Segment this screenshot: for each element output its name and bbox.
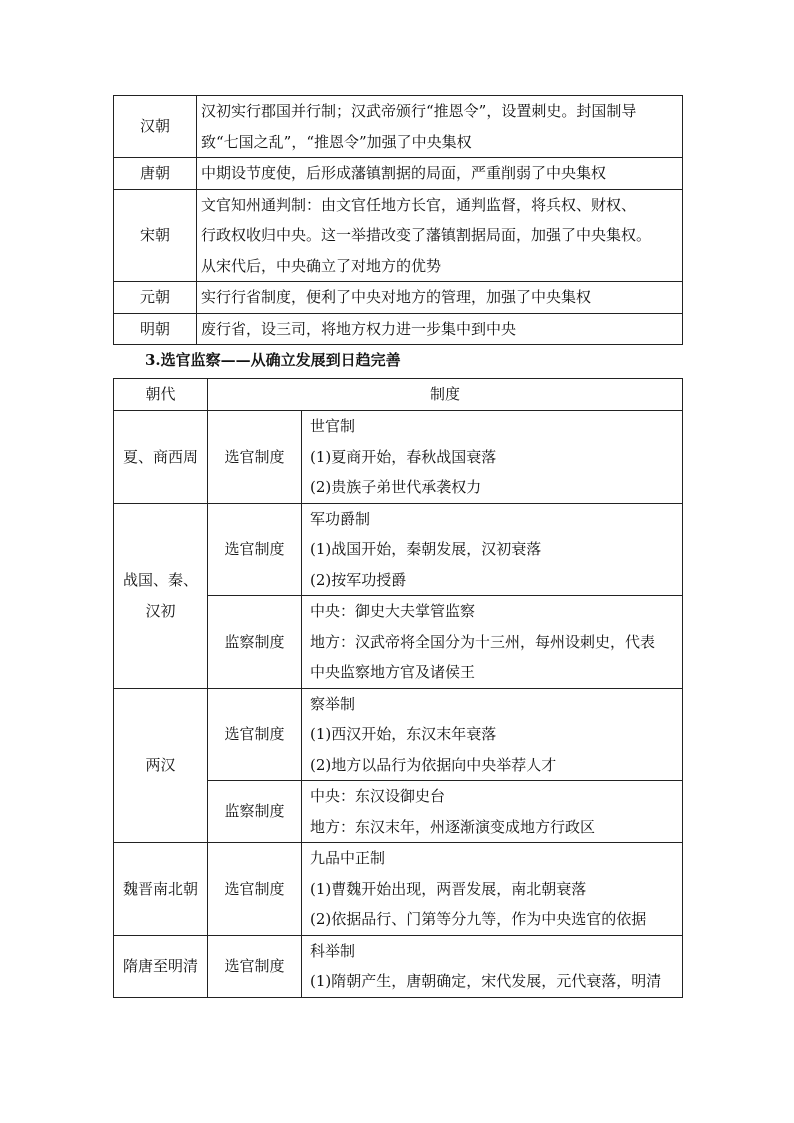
system-type-cell: 选官制度 xyxy=(208,503,302,596)
text-line: 废行省，设三司，将地方权力进一步集中到中央 xyxy=(201,319,517,338)
dynasty-cell: 宋朝 xyxy=(114,189,197,282)
text-line: (1)夏商开始，春秋战国衰落 xyxy=(310,447,497,466)
text-line: 战国、秦、 xyxy=(122,571,198,589)
dynasty-cell: 元朝 xyxy=(114,282,197,314)
dynasty-cell: 唐朝 xyxy=(114,158,197,190)
text-line: 地方：汉武帝将全国分为十三州，每州设刺史，代表 xyxy=(310,632,656,651)
dynasty-cell: 隋唐至明清 xyxy=(114,935,208,997)
table-row xyxy=(114,843,683,936)
table-header-row xyxy=(114,379,683,411)
description-cell xyxy=(197,313,683,345)
description-cell xyxy=(197,96,683,158)
table-row xyxy=(114,189,683,282)
dynasty-cell xyxy=(114,503,208,688)
system-detail-cell xyxy=(302,503,683,596)
dynasty-cell: 明朝 xyxy=(114,313,197,345)
text-line: 从宋代后，中央确立了对地方的优势 xyxy=(201,256,442,275)
system-detail-cell xyxy=(302,411,683,504)
table-row xyxy=(114,313,683,345)
text-line: 中期设节度使，后形成藩镇割据的局面，严重削弱了中央集权 xyxy=(201,164,607,182)
text-line: (2)依据品行、门第等分九等，作为中央选官的依据 xyxy=(310,910,647,928)
text-line: 文官知州通判制：由文官任地方长官，通判监督，将兵权、财权、 xyxy=(201,195,637,214)
text-line: (2)地方以品行为依据向中央举荐人才 xyxy=(310,755,557,774)
description-cell xyxy=(197,282,683,314)
description-cell xyxy=(197,158,683,190)
system-type-cell: 选官制度 xyxy=(208,688,302,781)
table-row xyxy=(114,282,683,314)
local-administration-table xyxy=(113,95,683,345)
table-row xyxy=(114,158,683,190)
table-row xyxy=(114,503,683,596)
dynasty-cell: 汉朝 xyxy=(114,96,197,158)
text-line: 汉初 xyxy=(145,601,176,620)
system-type-cell: 选官制度 xyxy=(208,411,302,504)
text-line: (1)隋朝产生，唐朝确定，宋代发展，元代衰落，明清 xyxy=(310,972,662,990)
system-detail-cell xyxy=(302,843,683,936)
system-detail-cell xyxy=(302,596,683,689)
text-line: (1)西汉开始，东汉末年衰落 xyxy=(310,725,497,743)
description-cell xyxy=(197,189,683,282)
text-line: 致“七国之乱”，“推恩令”加强了中央集权 xyxy=(201,132,472,151)
text-line: 中央：御史大夫掌管监察 xyxy=(310,602,476,620)
dynasty-cell: 两汉 xyxy=(114,688,208,843)
text-line: (1)战国开始，秦朝发展，汉初衰落 xyxy=(310,540,542,558)
text-line: (2)贵族子弟世代承袭权力 xyxy=(310,478,482,496)
system-detail-cell xyxy=(302,781,683,843)
text-line: 九品中正制 xyxy=(310,849,386,867)
system-detail-cell xyxy=(302,688,683,781)
system-type-cell: 监察制度 xyxy=(208,781,302,843)
header-system: 制度 xyxy=(208,379,683,411)
section-heading: 3.选官监察——从确立发展到日趋完善 xyxy=(145,351,401,369)
system-type-cell: 监察制度 xyxy=(208,596,302,689)
text-line: 地方：东汉末年，州逐渐演变成地方行政区 xyxy=(310,817,596,836)
text-line: 汉初实行郡国并行制；汉武帝颁行“推恩令”，设置刺史。封国制导 xyxy=(201,102,637,120)
table-row xyxy=(114,935,683,997)
table-row xyxy=(114,96,683,158)
text-line: 中央监察地方官及诸侯王 xyxy=(310,663,476,681)
text-line: 世官制 xyxy=(310,417,356,435)
text-line: 军功爵制 xyxy=(310,509,371,528)
table-row xyxy=(114,411,683,504)
text-line: 察举制 xyxy=(310,694,356,713)
dynasty-cell: 夏、商西周 xyxy=(114,411,208,504)
text-line: (2)按军功授爵 xyxy=(310,570,407,589)
text-line: (1)曹魏开始出现，两晋发展，南北朝衰落 xyxy=(310,879,587,898)
system-type-cell: 选官制度 xyxy=(208,935,302,997)
table-row xyxy=(114,688,683,781)
system-type-cell: 选官制度 xyxy=(208,843,302,936)
dynasty-cell: 魏晋南北朝 xyxy=(114,843,208,936)
selection-supervision-table xyxy=(113,378,683,998)
system-detail-cell xyxy=(302,935,683,997)
text-line: 行政权收归中央。这一举措改变了藩镇割据局面，加强了中央集权。 xyxy=(201,226,652,244)
header-dynasty: 朝代 xyxy=(114,379,208,411)
text-line: 科举制 xyxy=(310,941,356,960)
text-line: 中央：东汉设御史台 xyxy=(310,787,446,805)
text-line: 实行行省制度，便利了中央对地方的管理，加强了中央集权 xyxy=(201,288,592,306)
